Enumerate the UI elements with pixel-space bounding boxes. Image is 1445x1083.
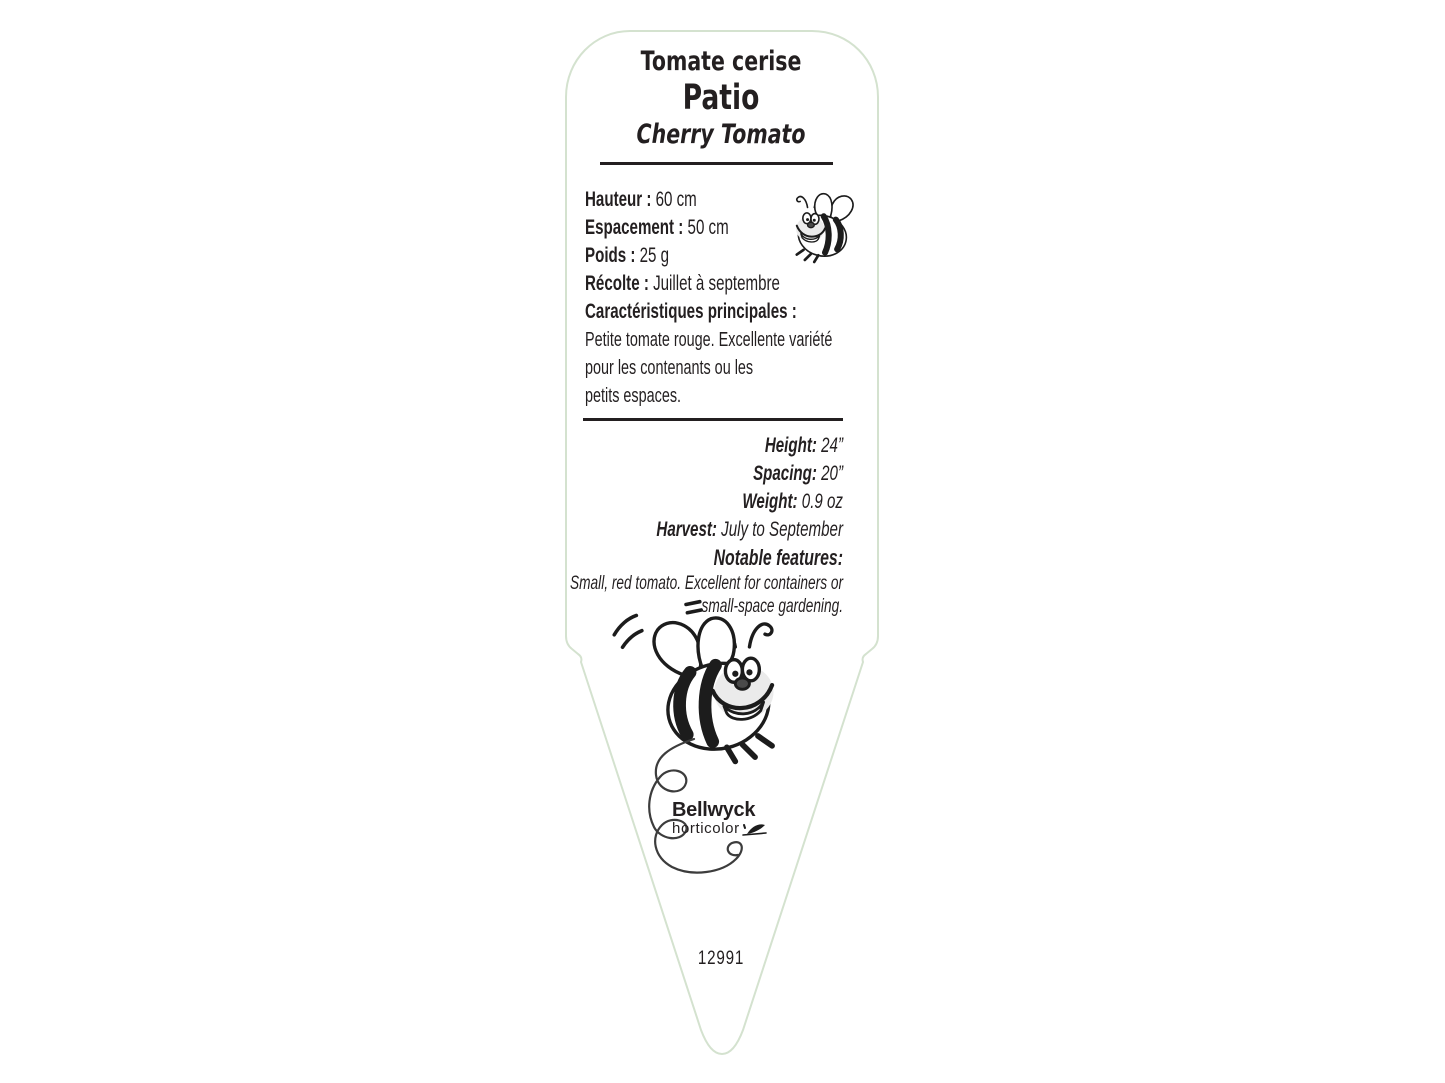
french-features-label: Caractéristiques principales : bbox=[585, 300, 797, 323]
french-features-line: petits espaces. bbox=[585, 385, 682, 407]
english-features-line: Small, red tomato. Excellent for containers or bbox=[570, 573, 843, 594]
spec-label: Poids : bbox=[585, 244, 636, 267]
spec-value: 24” bbox=[821, 434, 843, 457]
spec-value: 60 cm bbox=[655, 188, 697, 211]
english-features-line: small-space gardening. bbox=[701, 596, 843, 617]
spec-value: July to September bbox=[721, 518, 843, 541]
spec-label: Récolte : bbox=[585, 272, 649, 295]
spec-value: 50 cm bbox=[687, 216, 729, 239]
language-divider bbox=[583, 418, 843, 421]
french-features-line: Petite tomate rouge. Excellente variété bbox=[585, 329, 833, 351]
variety-name: Patio bbox=[682, 77, 760, 118]
title-english: Cherry Tomato bbox=[636, 119, 806, 151]
spec-row-weight bbox=[533, 488, 843, 516]
spec-label: Height: bbox=[764, 434, 817, 457]
tag-header bbox=[602, 46, 839, 151]
brand-name: Bellwyck bbox=[672, 799, 756, 821]
brand-logo bbox=[672, 800, 767, 836]
spec-value: 25 g bbox=[639, 244, 670, 267]
spec-row-height bbox=[533, 432, 843, 460]
spec-value: 0.9 oz bbox=[801, 490, 843, 513]
brand-sub-text: horticolor bbox=[672, 820, 740, 837]
bee-icon bbox=[780, 190, 862, 264]
sku-number: 12991 bbox=[697, 948, 745, 969]
spec-label: Weight: bbox=[742, 490, 798, 513]
english-spec-block bbox=[533, 432, 843, 618]
spec-row-recolte bbox=[585, 270, 895, 298]
title-french: Tomate cerise bbox=[640, 46, 802, 77]
spec-value: Juillet à septembre bbox=[653, 272, 780, 295]
english-features-label: Notable features: bbox=[713, 545, 843, 570]
spec-label: Spacing: bbox=[753, 462, 817, 485]
brand-subname bbox=[672, 821, 767, 836]
french-features-line: pour les contenants ou les bbox=[585, 357, 754, 379]
header-divider bbox=[600, 162, 833, 165]
spec-label: Espacement : bbox=[585, 216, 684, 239]
spec-row-spacing bbox=[533, 460, 843, 488]
spec-row-harvest bbox=[533, 516, 843, 544]
spec-value: 20” bbox=[821, 462, 843, 485]
spec-label: Hauteur : bbox=[585, 188, 652, 211]
spec-label: Harvest: bbox=[656, 518, 717, 541]
leaf-swoosh-icon bbox=[741, 822, 767, 836]
